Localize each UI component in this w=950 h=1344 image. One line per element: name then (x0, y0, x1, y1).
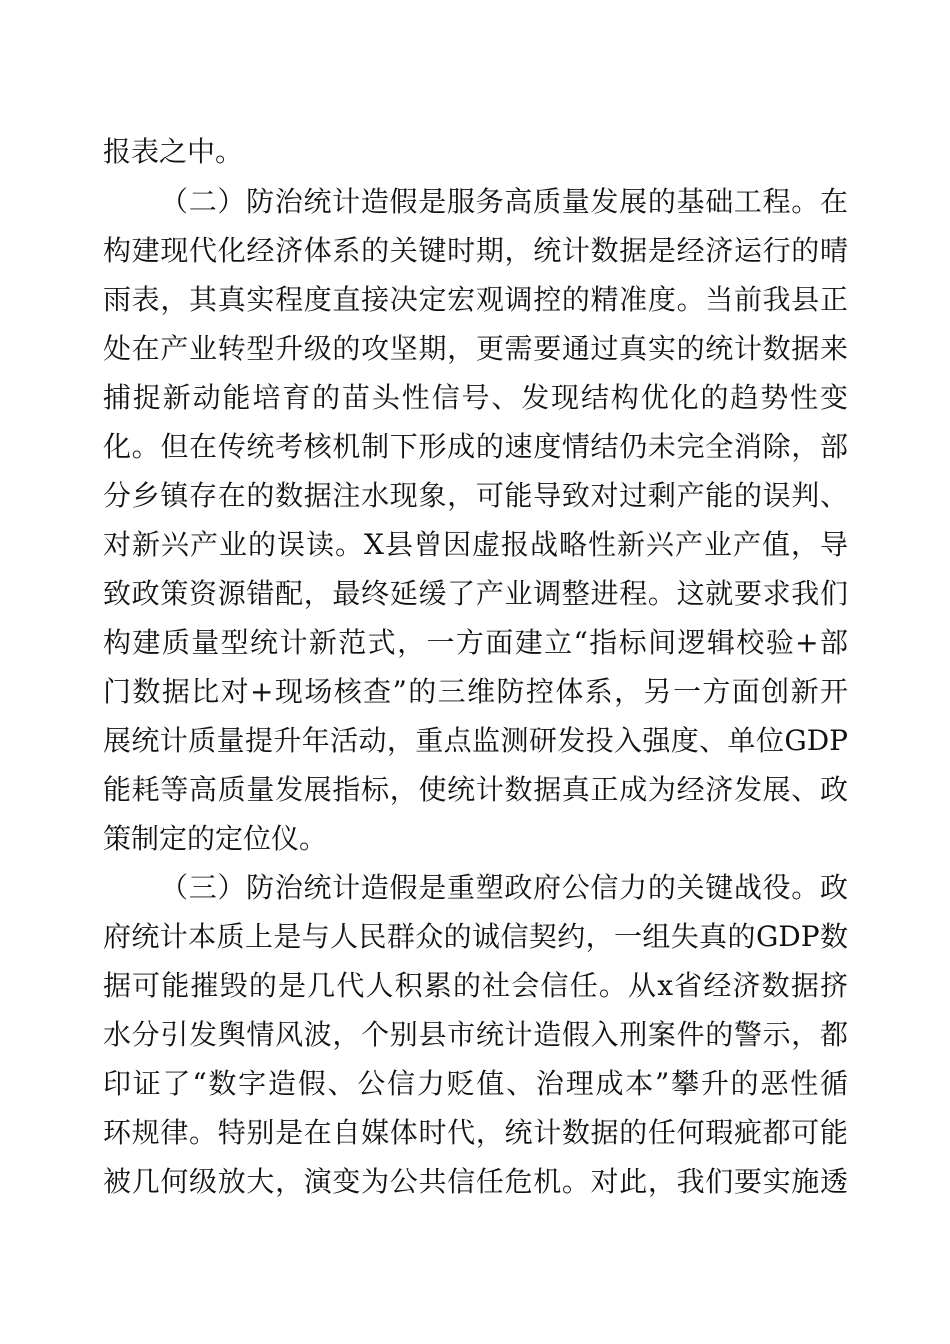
text-line: 展统计质量提升年活动，重点监测研发投入强度、单位GDP (103, 724, 848, 757)
text-line: 印证了“数字造假、公信力贬值、治理成本”攀升的恶性循 (103, 1067, 848, 1100)
text-line: 构建质量型统计新范式，一方面建立“指标间逻辑校验+部 (103, 626, 848, 659)
text-line: 化。但在传统考核机制下形成的速度情结仍未完全消除，部 (103, 430, 848, 463)
text-line: 致政策资源错配，最终延缓了产业调整进程。这就要求我们 (103, 577, 848, 610)
text-line: 水分引发舆情风波，个别县市统计造假入刑案件的警示，都 (103, 1018, 848, 1051)
text-line: 环规律。特别是在自媒体时代，统计数据的任何瑕疵都可能 (103, 1116, 848, 1149)
text-line: 构建现代化经济体系的关键时期，统计数据是经济运行的晴 (103, 234, 848, 267)
text-line: 府统计本质上是与人民群众的诚信契约，一组失真的GDP数 (103, 920, 848, 953)
text-line: （三）防治统计造假是重塑政府公信力的关键战役。政 (160, 871, 848, 904)
text-line: 能耗等高质量发展指标，使统计数据真正成为经济发展、政 (103, 773, 848, 806)
text-line: 处在产业转型升级的攻坚期，更需要通过真实的统计数据来 (103, 332, 848, 365)
text-line: 分乡镇存在的数据注水现象，可能导致对过剩产能的误判、 (103, 479, 848, 512)
text-line: 策制定的定位仪。 (103, 822, 328, 855)
text-line: （二）防治统计造假是服务高质量发展的基础工程。在 (160, 185, 848, 218)
text-line: 据可能摧毁的是几代人积累的社会信任。从x省经济数据挤 (103, 969, 848, 1002)
text-line: 报表之中。 (103, 135, 244, 168)
text-line: 对新兴产业的误读。X县曾因虚报战略性新兴产业产值，导 (103, 528, 848, 561)
text-line: 被几何级放大，演变为公共信任危机。对此，我们要实施透 (103, 1165, 848, 1198)
text-line: 雨表，其真实程度直接决定宏观调控的精准度。当前我县正 (103, 283, 848, 316)
text-line: 门数据比对+现场核查”的三维防控体系，另一方面创新开 (103, 675, 848, 708)
text-line: 捕捉新动能培育的苗头性信号、发现结构优化的趋势性变 (103, 381, 848, 414)
